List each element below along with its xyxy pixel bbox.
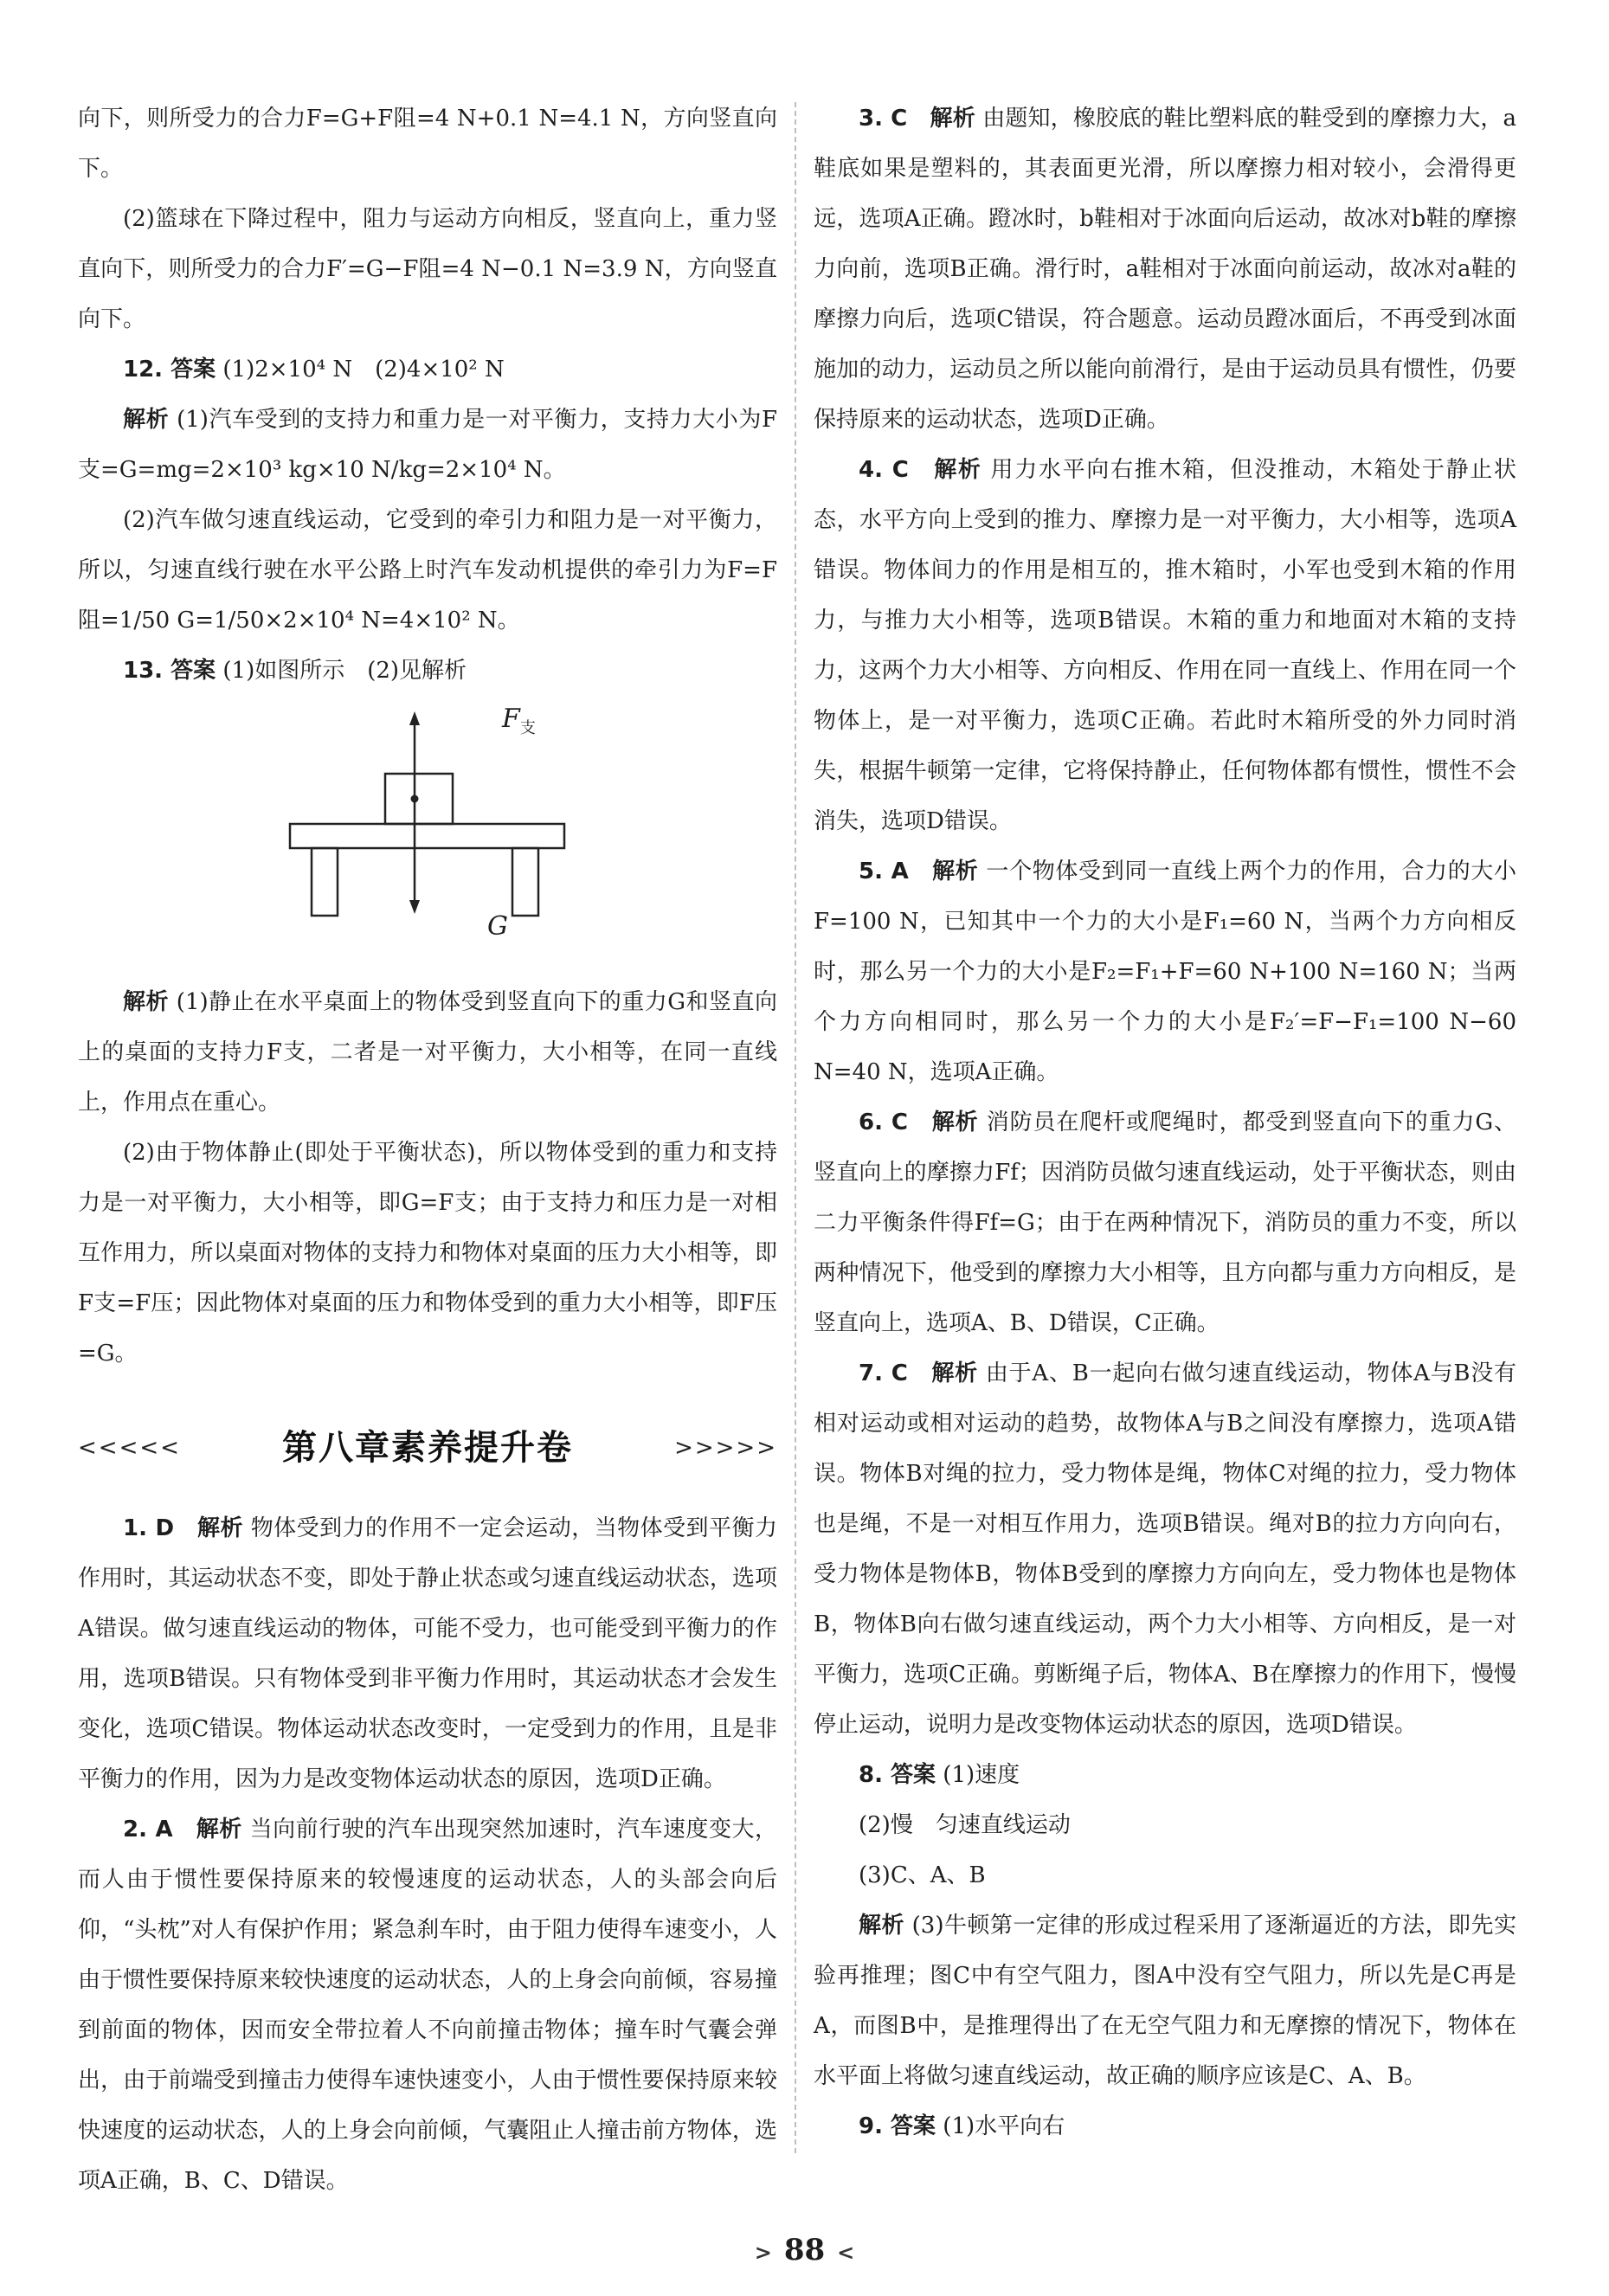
analysis-text: 由题知，橡胶底的鞋比塑料底的鞋受到的摩擦力大，a鞋底如果是塑料的，其表面更光滑，所以摩擦力相对较小，会滑得更远，选项A正确。蹬冰时，b鞋相对于冰面向后运动，故冰对b鞋的摩擦力向前，选项B正确。滑行时，a鞋相对于冰面向前运动，故冰对a鞋的摩擦力向后，选项C错误，符合题意。运动员蹬冰面后，不再受到冰面施加的动力，运动员之所以能向前滑行，是由于运动员具有惯性，仍要保持原来的运动状态，选项D正确。 (814, 106, 1516, 433)
answer-label: 13. 答案 (123, 658, 216, 684)
analysis-label: 解析 (123, 407, 170, 433)
answer-label: 5. A (859, 859, 909, 884)
analysis-label: 解析 (859, 1913, 904, 1939)
answer-label: 7. C (859, 1360, 908, 1386)
question-12-analysis-2: (2)汽车做匀速直线运动，它受到的牵引力和阻力是一对平衡力，所以，匀速直线行驶在水平公路上时汽车发动机提供的牵引力为F=F阻=1/50 G=1/50×2×10⁴ N=4×10² N。 (78, 507, 777, 633)
chevron-right-icon: > (754, 2240, 772, 2265)
table-leg-left (312, 848, 338, 916)
paragraph: 向下，则所受力的合力F=G+F阻=4 N+0.1 N=4.1 N，方向竖直向下。 (78, 106, 777, 182)
analysis-label: 解析 (197, 1515, 243, 1541)
gravity-force-arrowhead (409, 900, 420, 914)
paragraph: (2)篮球在下降过程中，阻力与运动方向相反，竖直向上，重力竖直向下，则所受力的合力F′=G−F阻=4 N−0.1 N=3.9 N，方向竖直向下。 (78, 206, 777, 332)
answer-label: 2. A (123, 1817, 173, 1843)
answer-text: (1)如图所示 (2)见解析 (222, 658, 467, 684)
analysis-text: 当向前行驶的汽车出现突然加速时，汽车速度变大，而人由于惯性要保持原来的较慢速度的运动状态，人的头部会向后仰，“头枕”对人有保护作用；紧急刹车时，由于阻力使得车速变小，人由于惯性要保持原来较快速度的运动状态，人的上身会向前倾，容易撞到前面的物体，因而安全带拉着人不向前撞击物体；撞车时气囊会弹出，由于前端受到撞击力使得车速快速变小，人由于惯性要保持原来较快速度的运动状态，人的上身会向前倾，气囊阻止人撞击前方物体，选项A正确，B、C、D错误。 (78, 1817, 777, 2194)
center-of-gravity-point (411, 795, 419, 803)
answer-label: 9. 答案 (859, 2113, 936, 2139)
force-diagram (78, 696, 777, 977)
question-12-analysis-1 (78, 395, 777, 495)
analysis-label: 解析 (123, 989, 170, 1015)
question-7 (814, 1348, 1516, 1750)
answer-label: 12. 答案 (123, 357, 216, 383)
table-top (290, 824, 564, 848)
table-leg-right (512, 848, 538, 916)
analysis-text: 用力水平向右推木箱，但没推动，木箱处于静止状态，水平方向上受到的推力、摩擦力是一对平衡力，大小相等，选项A错误。物体间力的作用是相互的，推木箱时，小军也受到木箱的作用力，与推力大小相等，选项B错误。木箱的重力和地面对木箱的支持力，这两个力大小相等、方向相反、作用在同一直线上、作用在同一个物体上，是一对平衡力，选项C正确。若此时木箱所受的外力同时消失，根据牛顿第一定律，它将保持静止，任何物体都有惯性，惯性不会消失，选项D错误。 (814, 457, 1516, 834)
answer-text: (1)水平向右 (943, 2113, 1065, 2139)
analysis-text: (1)静止在水平桌面上的物体受到竖直向下的重力G和竖直向上的桌面的支持力F支，二者是一对平衡力，大小相等，在同一直线上，作用点在重心。 (78, 989, 777, 1116)
answer-label: 8. 答案 (859, 1762, 936, 1788)
analysis-text: 物体受到力的作用不一定会运动，当物体受到平衡力作用时，其运动状态不变，即处于静止状态或匀速直线运动状态，选项A错误。做匀速直线运动的物体，可能不受力，也可能受到平衡力的作用，选项B错误。只有物体受到非平衡力作用时，其运动状态才会发生变化，选项C错误。物体运动状态改变时，一定受到力的作用，且是非平衡力的作用，因为力是改变物体运动状态的原因，选项D正确。 (78, 1515, 777, 1792)
analysis-label: 解析 (934, 457, 982, 483)
analysis-label: 解析 (931, 1109, 979, 1135)
block-object (385, 774, 453, 824)
analysis-text: (1)汽车受到的支持力和重力是一对平衡力，支持力大小为F支=G=mg=2×10³ kg×10 N/kg=2×10⁴ N。 (78, 407, 778, 483)
page-number-footer (0, 2233, 1609, 2267)
column-divider (795, 102, 796, 2153)
support-force-label: $F_支$ (502, 704, 536, 737)
question-1 (78, 1503, 777, 1804)
gravity-label: G (487, 911, 508, 942)
question-6 (814, 1097, 1516, 1348)
answer-label: 6. C (859, 1109, 908, 1135)
chevron-left-icon: < (837, 2240, 855, 2265)
analysis-label: 解析 (931, 1360, 978, 1386)
force-diagram-svg (78, 696, 777, 977)
support-force-arrowhead (409, 711, 420, 725)
question-2 (78, 1804, 777, 2206)
answer-text: (1)2×10⁴ N (2)4×10² N (222, 357, 505, 383)
answer-label: 1. D (123, 1515, 175, 1541)
page-number: 88 (783, 2233, 826, 2267)
section-title: 第八章素养提升卷 (282, 1428, 573, 1468)
question-13-analysis-1 (78, 977, 777, 1128)
analysis-label: 解析 (932, 859, 979, 884)
left-column (78, 93, 777, 2206)
analysis-text: 一个物体受到同一直线上两个力的作用，合力的大小F=100 N，已知其中一个力的大小是F₁=60 N，当两个力方向相反时，那么另一个力的大小是F₂=F₁+F=60 N+100 N=160 N；当两个力方向相同时，那么另一个力的大小是F₂′=F−F₁=100 N−60 N=40 N，选项A正确。 (814, 859, 1516, 1085)
question-13-analysis-2: (2)由于物体静止(即处于平衡状态)，所以物体受到的重力和支持力是一对平衡力，大小相等，即G=F支；由于支持力和压力是一对相互作用力，所以桌面对物体的支持力和物体对桌面的压力大小相等，即F支=F压；因此物体对桌面的压力和物体受到的重力大小相等，即F压=G。 (78, 1140, 777, 1367)
analysis-label: 解析 (930, 106, 975, 132)
question-8-analysis (814, 1900, 1516, 2101)
answer-text: (1)速度 (943, 1762, 1020, 1788)
analysis-label: 解析 (196, 1817, 242, 1843)
question-8-answer-3: (3)C、A、B (859, 1862, 986, 1888)
right-arrows-decoration: >>>>> (674, 1435, 777, 1461)
question-8-answer-2: (2)慢 匀速直线运动 (859, 1812, 1071, 1838)
answer-label: 4. C (859, 457, 909, 483)
question-4 (814, 445, 1516, 846)
question-12-answer (78, 344, 777, 395)
analysis-text: (3)牛顿第一定律的形成过程采用了逐渐逼近的方法，即先实验再推理；图C中有空气阻力，图A中没有空气阻力，所以先是C再是A，而图B中，是推理得出了在无空气阻力和无摩擦的情况下，物体在水平面上将做匀速直线运动，故正确的顺序应该是C、A、B。 (814, 1913, 1516, 2089)
question-3 (814, 93, 1516, 445)
analysis-text: 消防员在爬杆或爬绳时，都受到竖直向下的重力G、竖直向上的摩擦力Ff；因消防员做匀速直线运动，处于平衡状态，则由二力平衡条件得Ff=G；由于在两种情况下，消防员的重力不变，所以两种情况下，他受到的摩擦力大小相等，且方向都与重力方向相反，是竖直向上，选项A、B、D错误，C正确。 (814, 1109, 1516, 1336)
question-5 (814, 846, 1516, 1097)
answer-label: 3. C (859, 106, 908, 132)
question-8-answer (814, 1750, 1516, 1800)
question-13-answer (78, 646, 777, 696)
question-9-answer (814, 2101, 1516, 2151)
left-arrows-decoration: <<<<< (78, 1435, 181, 1461)
right-column (814, 93, 1516, 2151)
section-heading (78, 1415, 777, 1481)
analysis-text: 由于A、B一起向右做匀速直线运动，物体A与B没有相对运动或相对运动的趋势，故物体A与B之间没有摩擦力，选项A错误。物体B对绳的拉力，受力物体是绳，物体C对绳的拉力，受力物体也是绳，不是一对相互作用力，选项B错误。绳对B的拉力方向向右，受力物体是物体B，物体B受到的摩擦力方向向左，受力物体也是物体B，物体B向右做匀速直线运动，两个力大小相等、方向相反，是一对平衡力，选项C正确。剪断绳子后，物体A、B在摩擦力的作用下，慢慢停止运动，说明力是改变物体运动状态的原因，选项D错误。 (814, 1360, 1516, 1738)
